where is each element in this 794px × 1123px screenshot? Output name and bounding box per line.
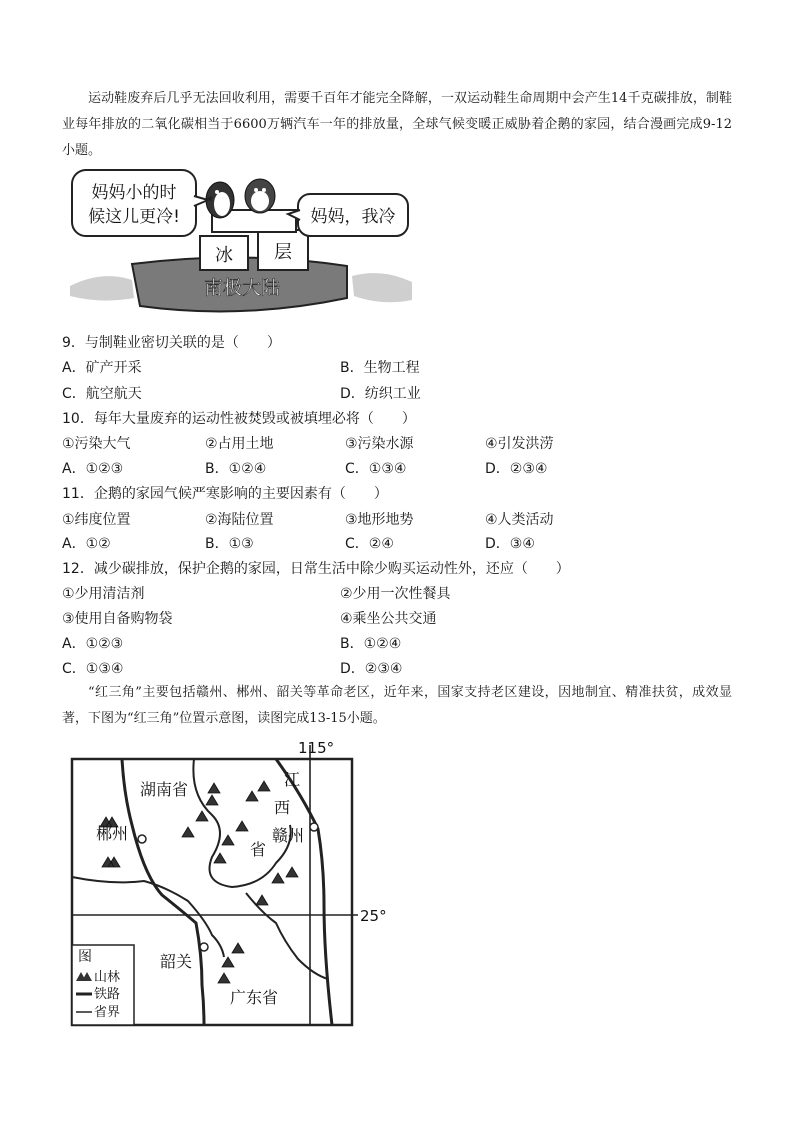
q11-option-b[interactable]: B．①③ [205,536,254,552]
ice-label-2: 层 [274,242,292,263]
question-10-stem: 10．每年大量废弃的运动性被焚毁或被填埋必将（ ） [62,411,416,427]
q9-option-a[interactable]: A．矿产开采 [62,360,142,376]
intro-paragraph-1: 运动鞋废弃后几乎无法回收利用，需要千百年才能完全降解，一双运动鞋生命周期中会产生14千克碳排放，制鞋业每年排放的二氧化碳相当于6600万辆汽车一年的排放量，全球气候变暖正威胁着企鹅的家园，结合漫画完成9-12小题。 [62,91,732,158]
question-9-stem: 9．与制鞋业密切关联的是（ ） [62,335,281,351]
label-hunan: 湖南省 [140,780,189,799]
q12-option-c[interactable]: C．①③④ [62,661,124,677]
penguin-cartoon [62,166,420,334]
bubble-left-line2: 候这儿更冷! [88,207,180,227]
latitude-label: 25° [360,907,387,925]
question-12-stem: 12．减少碳排放，保护企鹅的家园，日常生活中除少购买运动性外，还应（ ） [62,561,570,577]
label-jiangxi-1: 江 [284,770,301,789]
q11-option-d[interactable]: D．③④ [485,536,535,552]
legend-railway-label: 铁路 [94,987,121,1002]
q9-option-c[interactable]: C．航空航天 [62,386,142,402]
q9-option-d[interactable]: D．纺织工业 [340,386,421,402]
question-11-stem: 11．企鹅的家园气候严寒影响的主要因素有（ ） [62,486,388,502]
legend-border-label: 省界 [94,1005,121,1020]
red-triangle-map [62,735,402,1035]
q12-option-d[interactable]: D．②③④ [340,661,403,677]
q10-option-a[interactable]: A．①②③ [62,461,124,477]
q12-item-2: ②少用一次性餐具 [340,586,451,602]
q10-item-3: ③污染水源 [345,436,414,452]
q12-option-a[interactable]: A．①②③ [62,636,124,652]
q11-option-c[interactable]: C．②④ [345,536,394,552]
q12-item-4: ④乘坐公共交通 [340,611,437,627]
q11-item-2: ②海陆位置 [205,512,274,528]
q12-item-3: ③使用自备购物袋 [62,611,173,627]
label-chenzhou: 郴州 [96,824,129,843]
q11-option-a[interactable]: A．①② [62,536,111,552]
q9-option-b[interactable]: B．生物工程 [340,360,420,376]
label-shaoguan: 韶关 [160,952,193,971]
ice-label-1: 冰 [215,245,233,266]
q10-option-d[interactable]: D．②③④ [485,461,548,477]
penguin-child [245,179,275,213]
city-marker-ganzhou [310,823,318,831]
city-marker-chenzhou [138,835,146,843]
intro-paragraph-2: “红三角”主要包括赣州、郴州、韶关等革命老区，近年来，国家支持老区建设，因地制宜、精准扶贫，成效显著，下图为“红三角”位置示意图，读图完成13-15小题。 [62,685,732,726]
q11-item-1: ①纬度位置 [62,512,131,528]
q10-option-c[interactable]: C．①③④ [345,461,407,477]
q10-item-4: ④引发洪涝 [485,436,554,452]
label-jiangxi-2: 西 [274,798,291,817]
label-ganzhou: 赣州 [272,826,305,845]
city-marker-shaoguan [200,943,208,951]
q10-option-b[interactable]: B．①②④ [205,461,267,477]
q12-option-b[interactable]: B．①②④ [340,636,402,652]
longitude-label: 115° [298,739,335,757]
bubble-left-line1: 妈妈小的时 [91,183,177,203]
label-guangdong: 广东省 [230,988,279,1007]
label-jiangxi-3: 省 [250,840,267,859]
legend-title: 图 [78,949,92,965]
legend-forest-label: 山林 [94,970,121,985]
q11-item-3: ③地形地势 [345,512,414,528]
q10-item-2: ②占用土地 [205,436,274,452]
bubble-right-text: 妈妈，我冷 [310,207,396,227]
q11-item-4: ④人类活动 [485,512,554,528]
q10-item-1: ①污染大气 [62,436,131,452]
continent-label: 南极大陆 [203,277,281,299]
q12-item-1: ①少用清洁剂 [62,586,145,602]
